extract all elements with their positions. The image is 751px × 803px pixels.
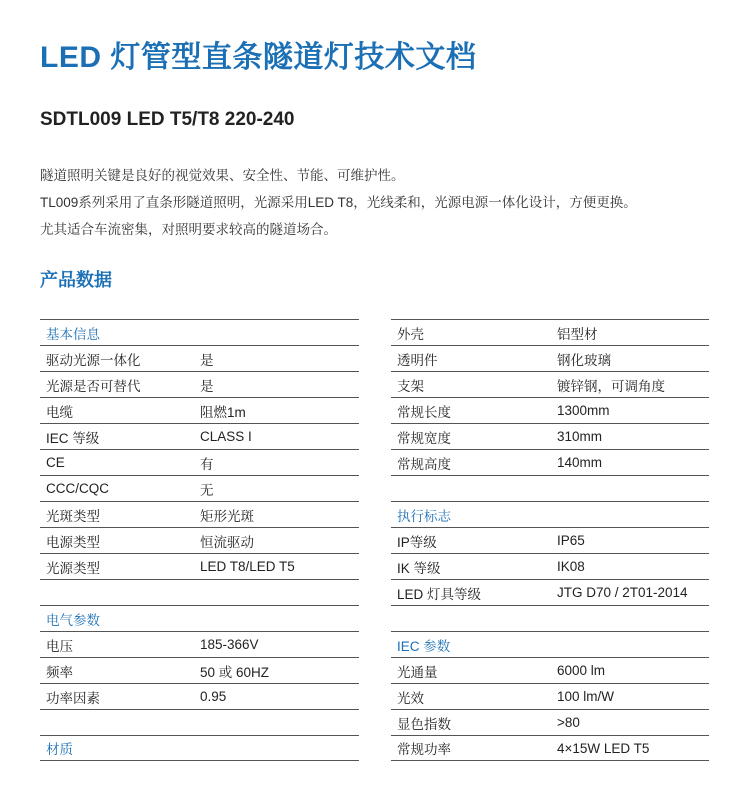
group-header-material: [40, 735, 359, 761]
spec-row: [391, 579, 709, 605]
intro-line: 尤其适合车流密集，对照明要求较高的隧道场合。: [40, 222, 337, 237]
spec-value: 100 lm/W: [557, 689, 615, 704]
group-header-label: 材质: [46, 742, 73, 757]
spec-key: 电压: [46, 638, 73, 654]
spec-key: IP等级: [397, 534, 437, 550]
spacer-row: [391, 475, 709, 501]
spec-value: 是: [200, 378, 214, 394]
spec-value: 铝型材: [557, 326, 598, 342]
spec-value: 310mm: [557, 429, 603, 444]
spec-table-right: [391, 319, 709, 761]
spec-key: CCC/CQC: [46, 481, 109, 496]
spec-value: 镀锌钢，可调角度: [557, 378, 665, 394]
spec-row: [391, 449, 709, 475]
spec-key: 电缆: [46, 404, 73, 420]
spec-value: >80: [557, 715, 580, 730]
spec-key: 频率: [46, 664, 73, 680]
spec-row: [40, 371, 359, 397]
spec-row: [391, 423, 709, 449]
spec-row: [391, 527, 709, 553]
spec-row: [391, 319, 709, 345]
spec-key: 透明件: [397, 352, 438, 368]
group-header-standard: [391, 501, 709, 527]
spec-row: [391, 709, 709, 735]
spec-value: LED T8/LED T5: [200, 559, 295, 574]
spec-key: 电源类型: [46, 534, 100, 550]
spec-row: [40, 527, 359, 553]
spec-key: 光通量: [397, 664, 438, 680]
group-header-label: 执行标志: [397, 508, 451, 524]
spec-value: 恒流驱动: [200, 534, 254, 550]
spec-key: 常规长度: [397, 404, 451, 420]
group-header-label: 电气参数: [46, 612, 100, 628]
spec-key: IEC 等级: [46, 430, 100, 446]
spec-row: [391, 735, 709, 761]
spec-value: 185-366V: [200, 637, 259, 652]
spec-row: [40, 553, 359, 579]
intro-text: [40, 162, 730, 243]
spec-key: 功率因素: [46, 690, 100, 706]
spec-value: IP65: [557, 533, 585, 548]
spec-key: 外壳: [397, 326, 424, 342]
group-header-iec: [391, 631, 709, 657]
spec-table-left: [40, 319, 359, 761]
spec-row: [40, 423, 359, 449]
spec-value: 是: [200, 352, 214, 368]
group-header-basic: [40, 319, 359, 345]
spec-row: [40, 449, 359, 475]
spec-value: 4×15W LED T5: [557, 740, 650, 756]
spec-value: 钢化玻璃: [557, 352, 611, 368]
spec-key: 常规高度: [397, 456, 451, 472]
spec-row: [40, 683, 359, 709]
spec-value: 50 或 60HZ: [200, 664, 270, 680]
group-header-label: 基本信息: [46, 326, 100, 342]
spec-value: JTG D70 / 2T01-2014: [557, 585, 688, 600]
document-title: LED 灯管型直条隧道灯技术文档: [40, 41, 477, 74]
spec-value: 1300mm: [557, 403, 610, 418]
spec-value: 阻燃1m: [200, 404, 246, 420]
spec-value: 有: [200, 456, 214, 472]
spec-key: 光源类型: [46, 560, 100, 576]
spec-row: [391, 657, 709, 683]
spec-value: 无: [200, 482, 214, 498]
spec-row: [391, 683, 709, 709]
spec-key: 驱动光源一体化: [46, 352, 141, 368]
spec-row: [40, 657, 359, 683]
spec-value: IK08: [557, 559, 585, 574]
group-header-label: IEC 参数: [397, 638, 451, 654]
spacer-row: [40, 579, 359, 605]
spec-row: [40, 345, 359, 371]
spec-key: 支架: [397, 378, 424, 394]
spec-key: 光源是否可替代: [46, 378, 141, 394]
spec-row: [391, 371, 709, 397]
spacer-row: [391, 605, 709, 631]
spec-row: [40, 475, 359, 501]
spec-row: [391, 397, 709, 423]
spec-row: [40, 397, 359, 423]
section-title-product-data: 产品数据: [40, 270, 112, 290]
spec-row: [40, 631, 359, 657]
spec-value: 6000 lm: [557, 663, 606, 678]
spec-row: [391, 553, 709, 579]
spec-key: CE: [46, 455, 65, 470]
spec-key: 光斑类型: [46, 508, 100, 524]
spec-key: 常规功率: [397, 742, 451, 757]
spec-key: 显色指数: [397, 716, 451, 732]
spec-key: 常规宽度: [397, 430, 451, 446]
intro-line: TL009系列采用了直条形隧道照明，光源采用LED T8，光线柔和，光源电源一体化设计，方便更换。: [40, 195, 637, 210]
spec-value: CLASS I: [200, 429, 252, 444]
spec-row: [40, 501, 359, 527]
spec-row: [391, 345, 709, 371]
group-header-electrical: [40, 605, 359, 631]
product-model: SDTL009 LED T5/T8 220-240: [40, 109, 295, 130]
intro-line: 隧道照明关键是良好的视觉效果、安全性、节能、可维护性。: [40, 168, 405, 183]
spec-key: 光效: [397, 690, 424, 706]
spec-key: LED 灯具等级: [397, 586, 482, 602]
spec-key: IK 等级: [397, 560, 441, 576]
spacer-row: [40, 709, 359, 735]
spec-value: 矩形光斑: [200, 508, 254, 524]
spec-value: 0.95: [200, 689, 227, 704]
spec-value: 140mm: [557, 455, 603, 470]
